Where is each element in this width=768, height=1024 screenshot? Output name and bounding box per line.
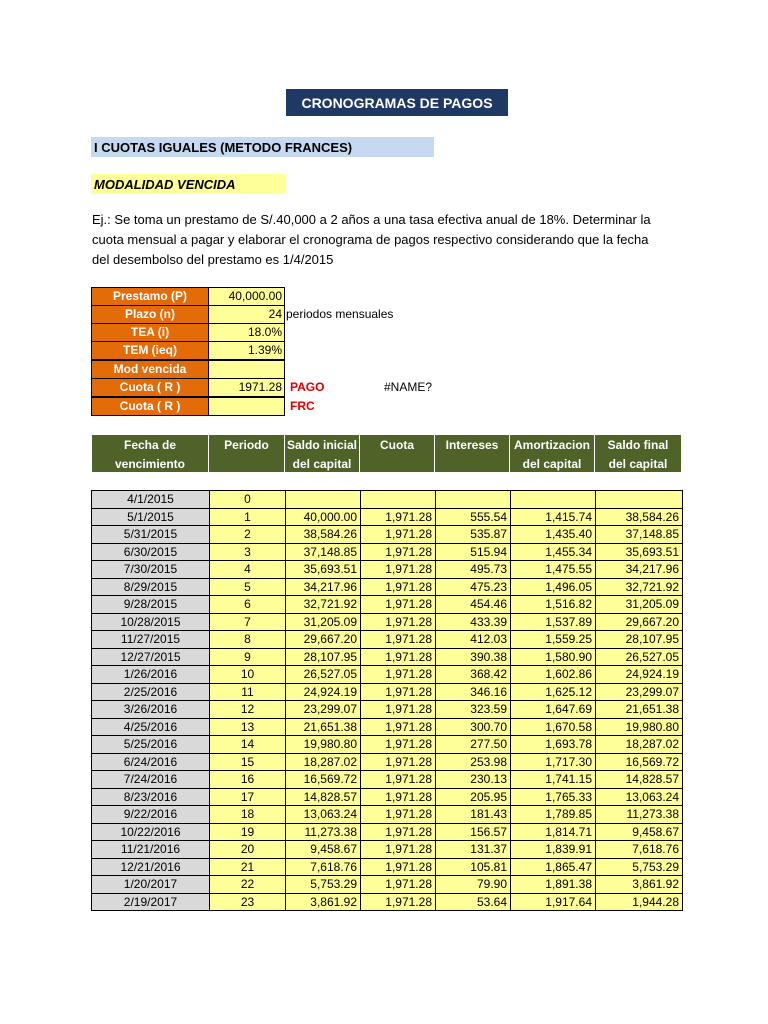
- name-error: #NAME?: [384, 380, 433, 394]
- table-row: [92, 788, 683, 806]
- table-row: [92, 841, 683, 859]
- fecha-cell[interactable]: 11/27/2015: [92, 631, 210, 649]
- intereses-cell[interactable]: [436, 491, 511, 509]
- saldo-inicial-cell[interactable]: 18,287.02: [286, 753, 361, 771]
- intereses-cell[interactable]: 368.42: [436, 666, 511, 684]
- cuota-cell[interactable]: 1,971.28: [361, 806, 436, 824]
- intereses-cell[interactable]: 390.38: [436, 648, 511, 666]
- periodo-cell[interactable]: 10: [210, 666, 286, 684]
- amortizacion-cell[interactable]: 1,647.69: [511, 701, 596, 719]
- table-row: [92, 648, 683, 666]
- saldo-inicial-cell[interactable]: 14,828.57: [286, 788, 361, 806]
- cuota-cell[interactable]: 1,971.28: [361, 858, 436, 876]
- plazo-note: periodos mensuales: [286, 307, 394, 321]
- fecha-cell[interactable]: 2/25/2016: [92, 683, 210, 701]
- amortizacion-cell[interactable]: 1,839.91: [511, 841, 596, 859]
- example-line: del desembolso del prestamo es 1/4/2015: [92, 252, 334, 267]
- saldo-final-cell[interactable]: 13,063.24: [596, 788, 683, 806]
- saldo-final-cell[interactable]: 1,944.28: [596, 893, 683, 911]
- periodo-cell[interactable]: 4: [210, 561, 286, 579]
- saldo-final-cell[interactable]: 21,651.38: [596, 701, 683, 719]
- intereses-cell[interactable]: 346.16: [436, 683, 511, 701]
- example-text: [92, 210, 652, 270]
- example-line: Ej.: Se toma un prestamo de S/.40,000 a 2 años a una tasa efectiva anual de 18%. Determinar la: [92, 212, 651, 227]
- col-header-intereses: Intereses: [434, 434, 510, 473]
- param-value-mod-vencida[interactable]: [208, 360, 285, 379]
- periodo-cell[interactable]: 22: [210, 876, 286, 894]
- saldo-final-cell[interactable]: [596, 491, 683, 509]
- saldo-inicial-cell[interactable]: 29,667.20: [286, 631, 361, 649]
- section-heading: I CUOTAS IGUALES (METODO FRANCES): [91, 137, 434, 157]
- table-row: [92, 701, 683, 719]
- fecha-cell[interactable]: 8/29/2015: [92, 578, 210, 596]
- saldo-inicial-cell[interactable]: 40,000.00: [286, 508, 361, 526]
- amortizacion-cell[interactable]: 1,891.38: [511, 876, 596, 894]
- table-row: [92, 508, 683, 526]
- saldo-inicial-cell[interactable]: [286, 491, 361, 509]
- cuota-cell[interactable]: 1,971.28: [361, 893, 436, 911]
- table-row: [92, 491, 683, 509]
- amortizacion-cell[interactable]: 1,741.15: [511, 771, 596, 789]
- intereses-cell[interactable]: 253.98: [436, 753, 511, 771]
- saldo-inicial-cell[interactable]: 26,527.05: [286, 666, 361, 684]
- param-label-prestamo: Prestamo (P): [91, 287, 209, 306]
- periodo-cell[interactable]: 17: [210, 788, 286, 806]
- intereses-cell[interactable]: 495.73: [436, 561, 511, 579]
- amortizacion-cell[interactable]: 1,917.64: [511, 893, 596, 911]
- modality-label: MODALIDAD VENCIDA: [91, 174, 285, 194]
- amortizacion-cell[interactable]: [511, 491, 596, 509]
- saldo-final-cell[interactable]: 38,584.26: [596, 508, 683, 526]
- table-row: [92, 596, 683, 614]
- fecha-cell[interactable]: 9/22/2016: [92, 806, 210, 824]
- table-row: [92, 876, 683, 894]
- cuota-cell[interactable]: 1,971.28: [361, 578, 436, 596]
- table-row: [92, 543, 683, 561]
- intereses-cell[interactable]: 433.39: [436, 613, 511, 631]
- param-value-tea[interactable]: 18.0%: [208, 323, 285, 342]
- amortizacion-cell[interactable]: 1,516.82: [511, 596, 596, 614]
- table-row: [92, 806, 683, 824]
- fecha-cell[interactable]: 12/21/2016: [92, 858, 210, 876]
- periodo-cell[interactable]: 23: [210, 893, 286, 911]
- amortizacion-cell[interactable]: 1,537.89: [511, 613, 596, 631]
- table-row: [92, 526, 683, 544]
- periodo-cell[interactable]: 18: [210, 806, 286, 824]
- saldo-final-cell[interactable]: 14,828.57: [596, 771, 683, 789]
- amortizacion-cell[interactable]: 1,670.58: [511, 718, 596, 736]
- saldo-inicial-cell[interactable]: 24,924.19: [286, 683, 361, 701]
- periodo-cell[interactable]: 15: [210, 753, 286, 771]
- col-header-fecha: Fecha de vencimiento: [91, 434, 209, 473]
- cuota-cell[interactable]: 1,971.28: [361, 718, 436, 736]
- fecha-cell[interactable]: 1/26/2016: [92, 666, 210, 684]
- fecha-cell[interactable]: 8/23/2016: [92, 788, 210, 806]
- saldo-final-cell[interactable]: 31,205.09: [596, 596, 683, 614]
- periodo-cell[interactable]: 5: [210, 578, 286, 596]
- intereses-cell[interactable]: 475.23: [436, 578, 511, 596]
- col-header-amortizacion: Amortizacion del capital: [509, 434, 595, 473]
- cuota-cell[interactable]: 1,971.28: [361, 701, 436, 719]
- param-label-cuota: Cuota ( R ): [91, 378, 209, 397]
- amortizacion-cell[interactable]: 1,717.30: [511, 753, 596, 771]
- schedule-table: [91, 490, 683, 911]
- saldo-final-cell[interactable]: 19,980.80: [596, 718, 683, 736]
- intereses-cell[interactable]: 555.54: [436, 508, 511, 526]
- fecha-cell[interactable]: 7/30/2015: [92, 561, 210, 579]
- saldo-final-cell[interactable]: 11,273.38: [596, 806, 683, 824]
- amortizacion-cell[interactable]: 1,559.25: [511, 631, 596, 649]
- saldo-final-cell[interactable]: 26,527.05: [596, 648, 683, 666]
- intereses-cell[interactable]: 515.94: [436, 543, 511, 561]
- fecha-cell[interactable]: 5/31/2015: [92, 526, 210, 544]
- periodo-cell[interactable]: 19: [210, 823, 286, 841]
- intereses-cell[interactable]: 53.64: [436, 893, 511, 911]
- param-value-cuota-frc[interactable]: [208, 397, 285, 416]
- intereses-cell[interactable]: 131.37: [436, 841, 511, 859]
- saldo-final-cell[interactable]: 23,299.07: [596, 683, 683, 701]
- param-label-tem: TEM (ieq): [91, 341, 209, 360]
- col-header-saldo-final: Saldo final del capital: [594, 434, 682, 473]
- saldo-inicial-cell[interactable]: 11,273.38: [286, 823, 361, 841]
- periodo-cell[interactable]: 13: [210, 718, 286, 736]
- fecha-cell[interactable]: 1/20/2017: [92, 876, 210, 894]
- cuota-cell[interactable]: 1,971.28: [361, 841, 436, 859]
- cuota-cell[interactable]: 1,971.28: [361, 788, 436, 806]
- fecha-cell[interactable]: 4/1/2015: [92, 491, 210, 509]
- intereses-cell[interactable]: 79.90: [436, 876, 511, 894]
- fecha-cell[interactable]: 2/19/2017: [92, 893, 210, 911]
- table-row: [92, 718, 683, 736]
- pago-note: PAGO: [290, 380, 325, 394]
- intereses-cell[interactable]: 181.43: [436, 806, 511, 824]
- saldo-inicial-cell[interactable]: 3,861.92: [286, 893, 361, 911]
- fecha-cell[interactable]: 6/30/2015: [92, 543, 210, 561]
- frc-note: FRC: [290, 399, 315, 413]
- periodo-cell[interactable]: 12: [210, 701, 286, 719]
- saldo-final-cell[interactable]: 18,287.02: [596, 736, 683, 754]
- fecha-cell[interactable]: 5/25/2016: [92, 736, 210, 754]
- fecha-cell[interactable]: 5/1/2015: [92, 508, 210, 526]
- table-row: [92, 631, 683, 649]
- saldo-final-cell[interactable]: 34,217.96: [596, 561, 683, 579]
- cuota-cell[interactable]: 1,971.28: [361, 508, 436, 526]
- cuota-cell[interactable]: 1,971.28: [361, 753, 436, 771]
- fecha-cell[interactable]: 10/28/2015: [92, 613, 210, 631]
- saldo-final-cell[interactable]: 28,107.95: [596, 631, 683, 649]
- param-value-plazo[interactable]: 24: [208, 305, 285, 324]
- periodo-cell[interactable]: 16: [210, 771, 286, 789]
- amortizacion-cell[interactable]: 1,496.05: [511, 578, 596, 596]
- amortizacion-cell[interactable]: 1,435.40: [511, 526, 596, 544]
- table-row: [92, 823, 683, 841]
- fecha-cell[interactable]: 10/22/2016: [92, 823, 210, 841]
- saldo-inicial-cell[interactable]: 32,721.92: [286, 596, 361, 614]
- periodo-cell[interactable]: 14: [210, 736, 286, 754]
- periodo-cell[interactable]: 1: [210, 508, 286, 526]
- fecha-cell[interactable]: 3/26/2016: [92, 701, 210, 719]
- saldo-final-cell[interactable]: 16,569.72: [596, 753, 683, 771]
- amortizacion-cell[interactable]: 1,415.74: [511, 508, 596, 526]
- fecha-cell[interactable]: 4/25/2016: [92, 718, 210, 736]
- saldo-final-cell[interactable]: 24,924.19: [596, 666, 683, 684]
- amortizacion-cell[interactable]: 1,789.85: [511, 806, 596, 824]
- saldo-final-cell[interactable]: 32,721.92: [596, 578, 683, 596]
- saldo-inicial-cell[interactable]: 16,569.72: [286, 771, 361, 789]
- saldo-final-cell[interactable]: 29,667.20: [596, 613, 683, 631]
- cuota-cell[interactable]: 1,971.28: [361, 876, 436, 894]
- amortizacion-cell[interactable]: 1,814.71: [511, 823, 596, 841]
- saldo-inicial-cell[interactable]: 37,148.85: [286, 543, 361, 561]
- amortizacion-cell[interactable]: 1,765.33: [511, 788, 596, 806]
- intereses-cell[interactable]: 105.81: [436, 858, 511, 876]
- amortizacion-cell[interactable]: 1,455.34: [511, 543, 596, 561]
- intereses-cell[interactable]: 205.95: [436, 788, 511, 806]
- col-header-saldo-inicial: Saldo inicial del capital: [284, 434, 360, 473]
- periodo-cell[interactable]: 2: [210, 526, 286, 544]
- intereses-cell[interactable]: 323.59: [436, 701, 511, 719]
- intereses-cell[interactable]: 412.03: [436, 631, 511, 649]
- param-label-mod-vencida: Mod vencida: [91, 360, 209, 379]
- saldo-final-cell[interactable]: 3,861.92: [596, 876, 683, 894]
- fecha-cell[interactable]: 6/24/2016: [92, 753, 210, 771]
- page-title: CRONOGRAMAS DE PAGOS: [286, 89, 508, 116]
- intereses-cell[interactable]: 300.70: [436, 718, 511, 736]
- cuota-cell[interactable]: 1,971.28: [361, 543, 436, 561]
- amortizacion-cell[interactable]: 1,580.90: [511, 648, 596, 666]
- saldo-final-cell[interactable]: 7,618.76: [596, 841, 683, 859]
- saldo-inicial-cell[interactable]: 34,217.96: [286, 578, 361, 596]
- cuota-cell[interactable]: [361, 491, 436, 509]
- saldo-inicial-cell[interactable]: 5,753.29: [286, 876, 361, 894]
- fecha-cell[interactable]: 7/24/2016: [92, 771, 210, 789]
- intereses-cell[interactable]: 156.57: [436, 823, 511, 841]
- fecha-cell[interactable]: 12/27/2015: [92, 648, 210, 666]
- cuota-cell[interactable]: 1,971.28: [361, 631, 436, 649]
- saldo-inicial-cell[interactable]: 31,205.09: [286, 613, 361, 631]
- periodo-cell[interactable]: 11: [210, 683, 286, 701]
- table-row: [92, 561, 683, 579]
- amortizacion-cell[interactable]: 1,475.55: [511, 561, 596, 579]
- fecha-cell[interactable]: 11/21/2016: [92, 841, 210, 859]
- param-label-cuota-frc: Cuota ( R ): [91, 397, 209, 416]
- periodo-cell[interactable]: 20: [210, 841, 286, 859]
- intereses-cell[interactable]: 277.50: [436, 736, 511, 754]
- table-row: [92, 613, 683, 631]
- saldo-final-cell[interactable]: 9,458.67: [596, 823, 683, 841]
- saldo-inicial-cell[interactable]: 9,458.67: [286, 841, 361, 859]
- periodo-cell[interactable]: 8: [210, 631, 286, 649]
- amortizacion-cell[interactable]: 1,602.86: [511, 666, 596, 684]
- cuota-cell[interactable]: 1,971.28: [361, 666, 436, 684]
- saldo-inicial-cell[interactable]: 35,693.51: [286, 561, 361, 579]
- saldo-inicial-cell[interactable]: 19,980.80: [286, 736, 361, 754]
- periodo-cell[interactable]: 0: [210, 491, 286, 509]
- param-value-tem[interactable]: 1.39%: [208, 341, 285, 360]
- intereses-cell[interactable]: 535.87: [436, 526, 511, 544]
- saldo-final-cell[interactable]: 37,148.85: [596, 526, 683, 544]
- saldo-final-cell[interactable]: 5,753.29: [596, 858, 683, 876]
- cuota-cell[interactable]: 1,971.28: [361, 771, 436, 789]
- cuota-cell[interactable]: 1,971.28: [361, 683, 436, 701]
- cuota-cell[interactable]: 1,971.28: [361, 561, 436, 579]
- cuota-cell[interactable]: 1,971.28: [361, 526, 436, 544]
- col-header-cuota: Cuota: [359, 434, 435, 473]
- cuota-cell[interactable]: 1,971.28: [361, 613, 436, 631]
- saldo-inicial-cell[interactable]: 38,584.26: [286, 526, 361, 544]
- amortizacion-cell[interactable]: 1,693.78: [511, 736, 596, 754]
- param-label-tea: TEA (i): [91, 323, 209, 342]
- saldo-final-cell[interactable]: 35,693.51: [596, 543, 683, 561]
- periodo-cell[interactable]: 7: [210, 613, 286, 631]
- table-row: [92, 666, 683, 684]
- amortizacion-cell[interactable]: 1,865.47: [511, 858, 596, 876]
- example-line: cuota mensual a pagar y elaborar el cronograma de pagos respectivo considerando que la fecha: [92, 232, 649, 247]
- saldo-inicial-cell[interactable]: 28,107.95: [286, 648, 361, 666]
- table-row: [92, 683, 683, 701]
- param-value-prestamo[interactable]: 40,000.00: [208, 287, 285, 306]
- fecha-cell[interactable]: 9/28/2015: [92, 596, 210, 614]
- cuota-cell[interactable]: 1,971.28: [361, 736, 436, 754]
- table-row: [92, 858, 683, 876]
- col-header-periodo: Periodo: [208, 434, 285, 473]
- saldo-inicial-cell[interactable]: 7,618.76: [286, 858, 361, 876]
- table-row: [92, 893, 683, 911]
- cuota-cell[interactable]: 1,971.28: [361, 596, 436, 614]
- table-row: [92, 736, 683, 754]
- table-row: [92, 578, 683, 596]
- cuota-cell[interactable]: 1,971.28: [361, 648, 436, 666]
- intereses-cell[interactable]: 230.13: [436, 771, 511, 789]
- amortizacion-cell[interactable]: 1,625.12: [511, 683, 596, 701]
- saldo-inicial-cell[interactable]: 23,299.07: [286, 701, 361, 719]
- param-label-plazo: Plazo (n): [91, 305, 209, 324]
- periodo-cell[interactable]: 3: [210, 543, 286, 561]
- intereses-cell[interactable]: 454.46: [436, 596, 511, 614]
- param-value-cuota[interactable]: 1971.28: [208, 378, 285, 397]
- saldo-inicial-cell[interactable]: 21,651.38: [286, 718, 361, 736]
- table-row: [92, 753, 683, 771]
- table-row: [92, 771, 683, 789]
- periodo-cell[interactable]: 21: [210, 858, 286, 876]
- saldo-inicial-cell[interactable]: 13,063.24: [286, 806, 361, 824]
- periodo-cell[interactable]: 9: [210, 648, 286, 666]
- periodo-cell[interactable]: 6: [210, 596, 286, 614]
- cuota-cell[interactable]: 1,971.28: [361, 823, 436, 841]
